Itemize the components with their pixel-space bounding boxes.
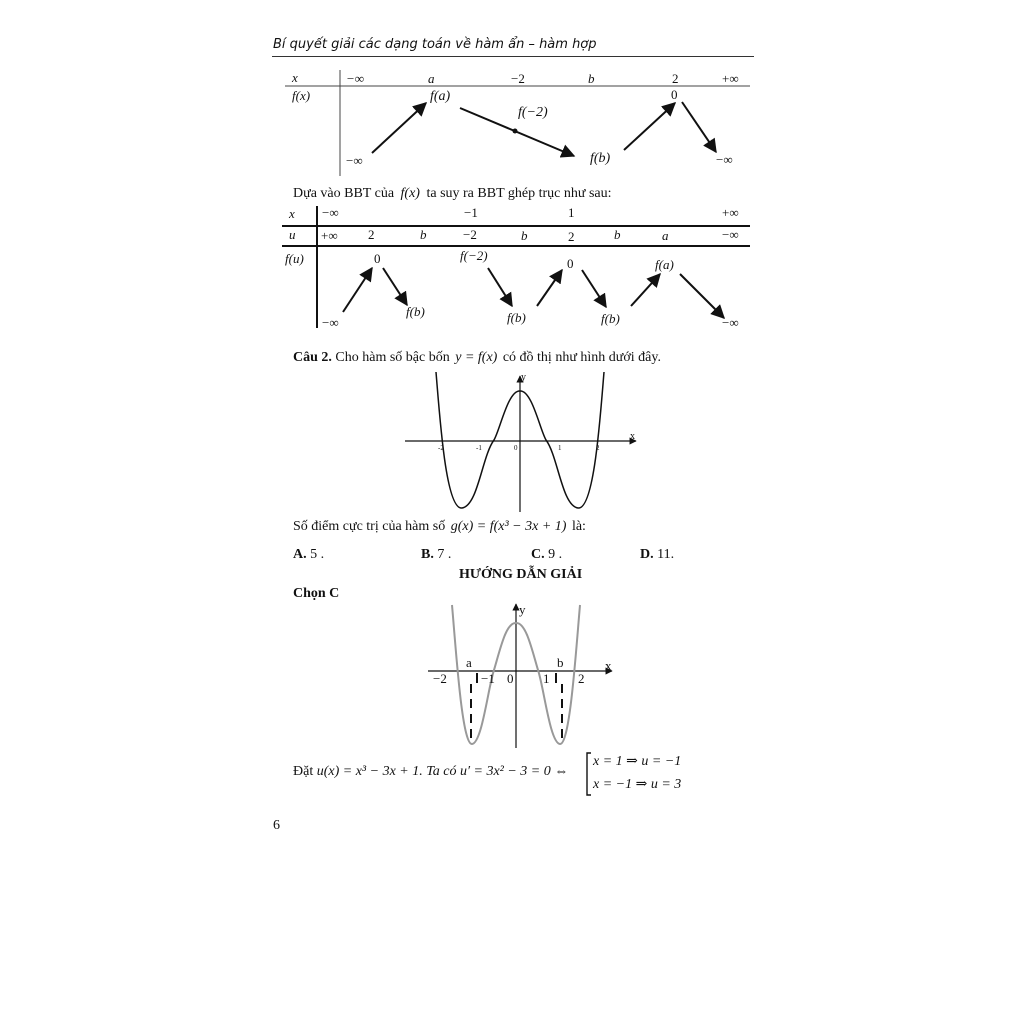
bbt2-u-8: −∞ <box>722 227 739 242</box>
bbt1-x-1: a <box>428 71 435 86</box>
graph1-tick-3: 1 <box>558 444 562 452</box>
graph2-x-label: x <box>605 658 612 673</box>
graph2-tick-0: −2 <box>433 671 447 686</box>
bbt2-node-5: 0 <box>567 256 574 271</box>
bbt1-node-zero: 0 <box>671 87 678 102</box>
solution-choice: Chọn C <box>293 586 340 601</box>
answer-a-value: 5 . <box>310 547 325 562</box>
bbt2-u-6: b <box>614 227 621 242</box>
graph2-tick-2: 0 <box>507 671 514 686</box>
answer-a-label: A. <box>293 547 307 562</box>
graph1-tick-2: 0 <box>514 444 518 452</box>
graph2-y-label: y <box>519 602 526 617</box>
bbt2-fu-label: f(u) <box>285 251 304 266</box>
bbt2-u-0: +∞ <box>321 228 338 243</box>
final-prefix: Đặt <box>293 764 314 779</box>
answer-b-label: B. <box>421 547 434 562</box>
bbt1-x-5: +∞ <box>722 71 739 86</box>
intro-suffix: ta suy ra BBT ghép trục như sau: <box>426 186 612 201</box>
bbt2-u-4: b <box>521 228 528 243</box>
bbt1-fx-label: f(x) <box>292 88 311 103</box>
final-case-2: x = −1 ⇒ u = 3 <box>593 777 682 792</box>
bbt1-x-0: −∞ <box>346 71 365 86</box>
final-formula: u(x) = x³ − 3x + 1. Ta có u′ = 3x² − 3 = 0 ⇔ <box>316 764 569 779</box>
bbt2-node-0: −∞ <box>322 315 339 330</box>
graph1-tick-0: -2 <box>438 444 444 452</box>
question-formula: y = f(x) <box>455 350 498 365</box>
bbt2-u-1: 2 <box>368 227 375 242</box>
bbt2-x-label: x <box>289 206 295 221</box>
bbt1-node-fa: f(a) <box>430 89 451 104</box>
question-suffix: có đồ thị như hình dưới đây. <box>502 350 661 365</box>
answer-b-value: 7 . <box>437 547 452 562</box>
bbt2-u-3: −2 <box>463 227 477 242</box>
answer-c-value: 9 . <box>548 547 563 562</box>
bbt1-x-2: −2 <box>511 71 525 86</box>
bbt2-node-1: 0 <box>374 251 381 266</box>
graph2-point-a: a <box>466 655 472 670</box>
graph2-tick-4: 2 <box>578 671 585 686</box>
bbt1-x-4: 2 <box>672 71 679 86</box>
solution-title: HƯỚNG DẪN GIẢI <box>459 567 583 582</box>
bbt2-node-3: f(−2) <box>460 248 488 263</box>
page-number: 6 <box>273 818 280 833</box>
bbt2-u-5: 2 <box>568 229 575 244</box>
bbt2-x-2: 1 <box>568 205 575 220</box>
page-header-title: Bí quyết giải các dạng toán về hàm ẩn – hàm hợp <box>273 37 597 52</box>
answer-d-value: 11. <box>657 547 675 562</box>
bbt1-node-start: −∞ <box>346 153 363 168</box>
bbt2-node-6: f(b) <box>601 311 620 326</box>
answer-c-label: C. <box>531 547 545 562</box>
intro-prefix: Dựa vào BBT của <box>293 186 395 201</box>
answer-d-label: D. <box>640 547 654 562</box>
graph2-tick-1: −1 <box>481 671 495 686</box>
bbt2-u-label: u <box>289 227 296 242</box>
graph1-tick-4: 2 <box>596 444 600 452</box>
bbt2-node-2: f(b) <box>406 304 425 319</box>
bbt2-x-0: −∞ <box>322 205 339 220</box>
final-case-1: x = 1 ⇒ u = −1 <box>593 754 682 769</box>
bbt2-u-7: a <box>662 228 669 243</box>
graph1-x-label: x <box>630 431 635 442</box>
bbt2-node-7: f(a) <box>655 257 674 272</box>
question2-formula: g(x) = f(x³ − 3x + 1) <box>450 519 567 534</box>
question-text: Cho hàm số bậc bốn <box>335 350 450 365</box>
question2-prefix: Số điểm cực trị của hàm số <box>293 519 446 534</box>
intro-fx: f(x) <box>400 186 420 201</box>
bbt1-node-fm2: f(−2) <box>518 105 548 120</box>
graph1-tick-1: -1 <box>476 444 482 452</box>
graph1-y-label: y <box>521 372 526 383</box>
graph2-point-b: b <box>557 655 564 670</box>
bbt2-u-2: b <box>420 227 427 242</box>
graph2-tick-3: 1 <box>543 671 550 686</box>
question-label: Câu 2. <box>293 350 332 365</box>
bbt1-x-label: x <box>292 70 298 85</box>
bbt2-x-3: +∞ <box>722 205 739 220</box>
bbt1-node-end: −∞ <box>716 152 733 167</box>
bbt2-node-8: −∞ <box>722 315 739 330</box>
bbt2-x-1: −1 <box>464 205 478 220</box>
bbt1-x-3: b <box>588 71 595 86</box>
bbt2-node-4: f(b) <box>507 310 526 325</box>
question2-suffix: là: <box>571 519 586 534</box>
bbt1-node-fb: f(b) <box>590 151 611 166</box>
